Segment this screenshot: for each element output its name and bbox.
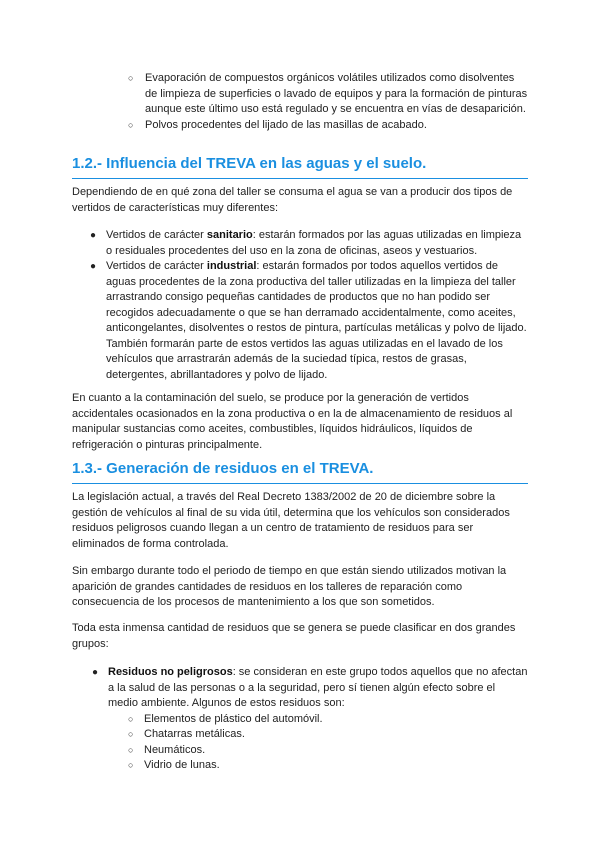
section-heading-1-3: 1.3.- Generación de residuos en el TREVA.: [72, 459, 528, 484]
circle-bullet-icon: ○: [128, 760, 134, 770]
list-item: ○ Evaporación de compuestos orgánicos volátiles utilizados como disolventes de limpieza de superficies o lavado de equipos y para la formación de pinturas aunque este último uso está regulado y se encuentra en vías de desaparición.: [128, 72, 528, 115]
list-item: ○ Neumáticos.: [108, 743, 528, 759]
paragraph: Dependiendo de en qué zona del taller se consuma el agua se van a producir dos tipos de vertidos de características muy diferentes:: [72, 186, 513, 214]
list-item: ○ Chatarras metálicas.: [108, 727, 528, 743]
paragraph: Sin embargo durante todo el periodo de tiempo en que están siendo utilizados motivan la aparición de grandes cantidades de residuos en los talleres de reparación como consecuencia de los procesos de mantenimiento a los que son sometidos.: [72, 565, 507, 608]
list-item: ● Vertidos de carácter sanitario: estarán formados por las aguas utilizadas en limpieza o residuales procedentes del uso en la zona de oficinas, aseos y vestuarios.: [90, 229, 522, 257]
list-item: ○ Elementos de plástico del automóvil.: [108, 712, 528, 728]
circle-bullet-icon: ○: [128, 729, 134, 739]
disc-bullet-icon: ●: [90, 230, 97, 241]
disc-bullet-icon: ●: [92, 667, 99, 678]
paragraph: La legislación actual, a través del Real Decreto 1383/2002 de 20 de diciembre sobre la gestión de vehículos al final de su vida útil, determina que los vehículos son considerados residuos peligrosos cuando llegan a un centro de tratamiento de residuos para ser eliminados de forma controlada.: [72, 491, 510, 550]
bullet-list: [72, 665, 528, 774]
circle-bullet-icon: ○: [128, 73, 134, 83]
top-sub-list: [72, 71, 528, 133]
circle-bullet-icon: ○: [128, 744, 134, 755]
list-item: ● Residuos no peligrosos: se consideran en este grupo todos aquellos que no afectan a la salud de las personas o a la seguridad, pero sí tienen algún efecto sobre el medio ambiente. Algunos de estos residuos son: ○ Elementos de plástico del automóvil. ○ Chatarras metálicas. ○ Neumáticos. ○ Vidrio de lunas.: [72, 665, 528, 774]
sub-list: [108, 712, 528, 774]
circle-bullet-icon: ○: [128, 119, 134, 130]
paragraph: En cuanto a la contaminación del suelo, se produce por la generación de vertidos accidentales ocasionados en la zona productiva o en la de almacenamiento de residuos al manipular sustancias como aceites, combustibles, líquidos hidráulicos, líquidos de refrigeración o pinturas principalmente.: [72, 392, 513, 451]
list-item: ○ Polvos procedentes del lijado de las masillas de acabado.: [72, 118, 528, 134]
list-item: ○ Vidrio de lunas.: [108, 758, 528, 774]
bullet-list: [72, 228, 528, 383]
paragraph: Toda esta inmensa cantidad de residuos que se genera se puede clasificar en dos grandes grupos:: [72, 622, 516, 650]
section-heading-1-2: 1.2.- Influencia del TREVA en las aguas y el suelo.: [72, 154, 528, 179]
list-item: ● Vertidos de carácter industrial: estarán formados por todos aquellos vertidos de aguas procedentes de la zona productiva del taller utilizadas en la limpieza del taller arrastrando consigo pequeñas cantidades de productos que no han podido ser recogidos adecuadamente o que se han derramado accidentalmente, como aceites, anticongelantes, disolventes o restos de pintura, partículas metálicas y polvo de lijado. También formarán parte de estos vertidos las aguas utilizadas en el lavado de los vehículos que arrastrarán además de la suciedad típica, restos de grasas, detergentes, abrillantadores y polvo de lijado.: [90, 260, 527, 381]
circle-bullet-icon: ○: [128, 713, 134, 724]
disc-bullet-icon: ●: [90, 261, 97, 272]
